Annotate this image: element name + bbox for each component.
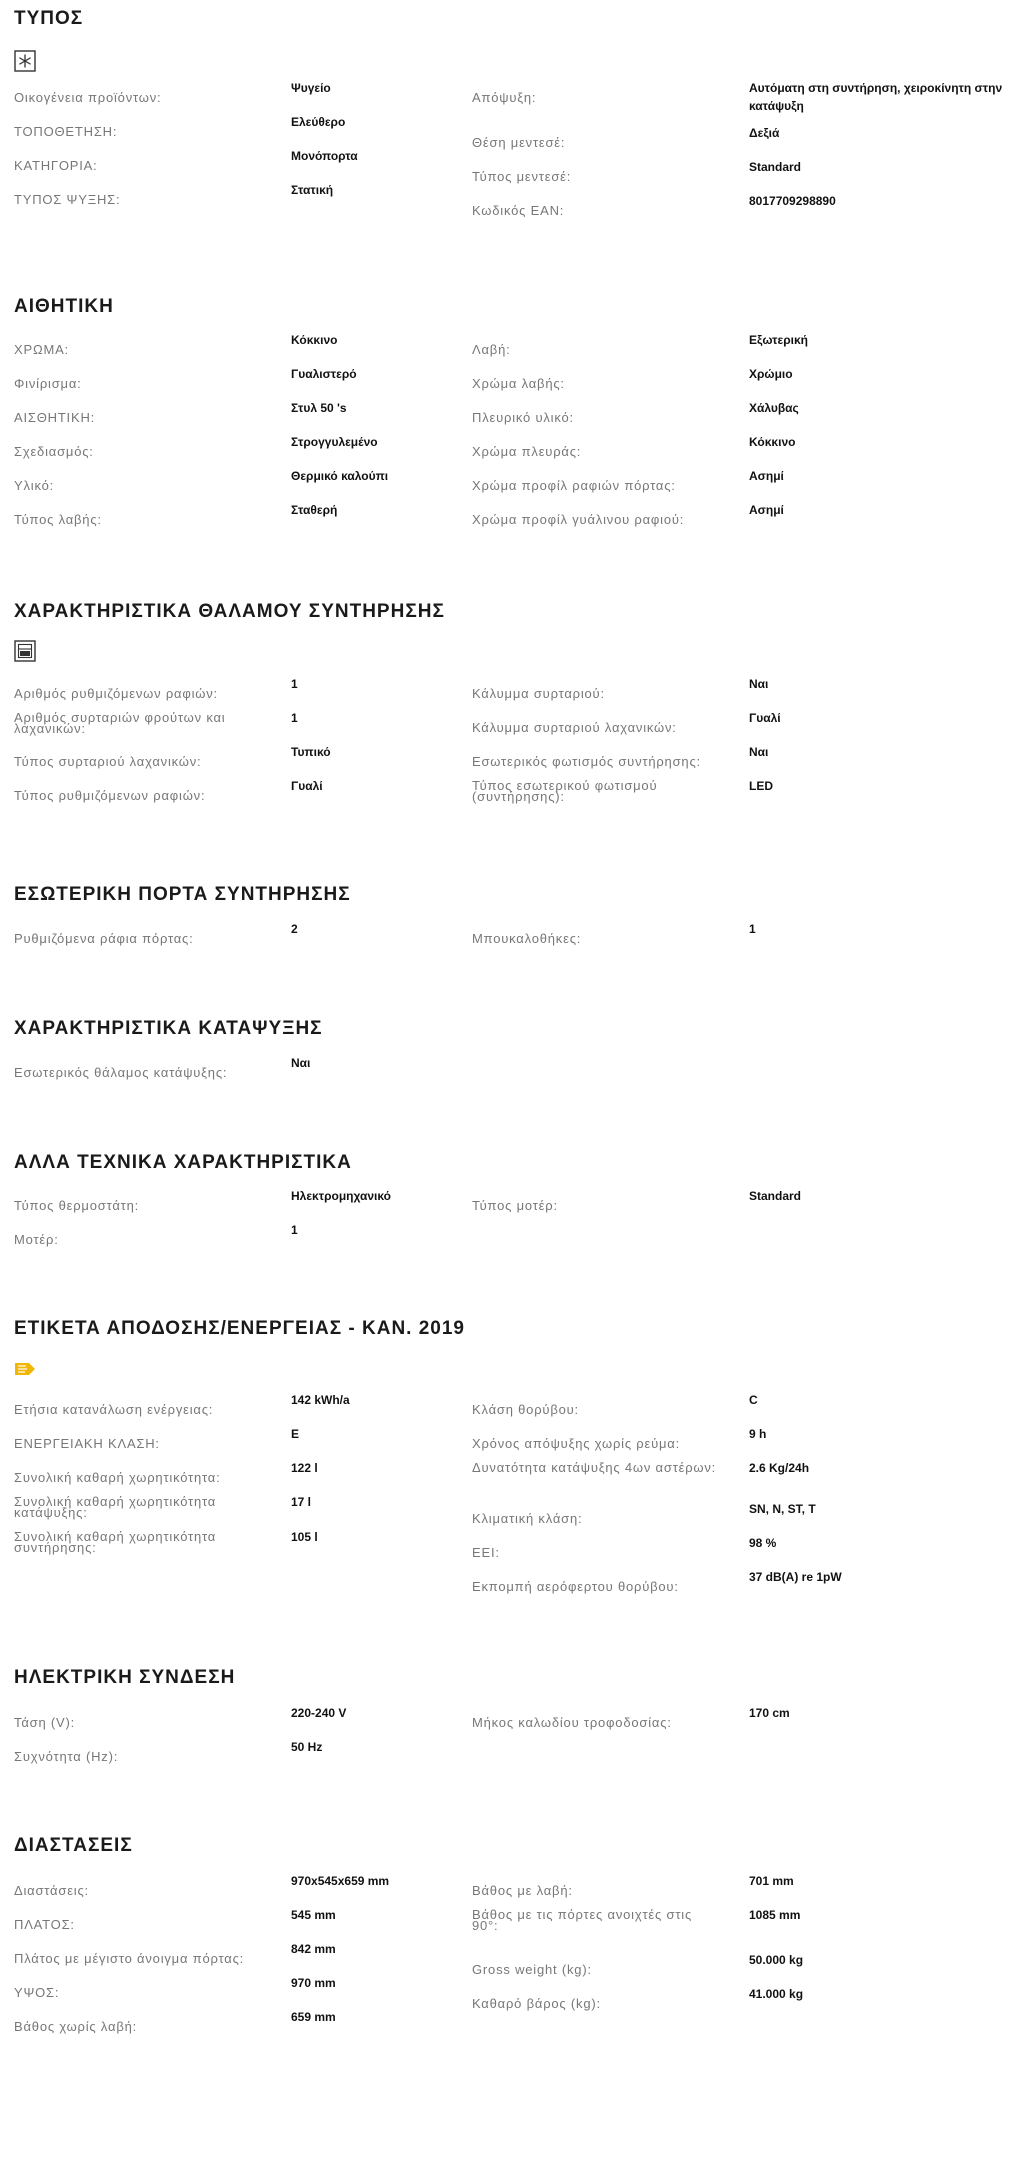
spec-label: Μήκος καλωδίου τροφοδοσίας: bbox=[472, 1715, 672, 1730]
spec-value: Ναι bbox=[749, 745, 769, 759]
spec-label: Χρώμα λαβής: bbox=[472, 376, 565, 391]
spec-value: Θερμικό καλούπι bbox=[291, 469, 389, 483]
spec-value: Χρώμιο bbox=[749, 367, 793, 381]
spec-label: Συνολική καθαρή χωρητικότητα συντήρησης: bbox=[14, 1529, 217, 1555]
spec-value: 8017709298890 bbox=[749, 194, 836, 208]
section-title: ΧΑΡΑΚΤΗΡΙΣΤΙΚΑ ΚΑΤΑΨΥΞΗΣ bbox=[14, 1018, 323, 1039]
spec-value: Standard bbox=[749, 1189, 802, 1203]
spec-label: Ετήσια κατανάλωση ενέργειας: bbox=[14, 1402, 214, 1417]
spec-label: Χρόνος απόψυξης χωρίς ρεύμα: bbox=[472, 1436, 681, 1451]
spec-label: ΤΟΠΟΘΕΤΗΣΗ: bbox=[14, 124, 118, 139]
energy-label-icon bbox=[14, 1362, 36, 1384]
spec-value: Ψυγείο bbox=[291, 81, 331, 95]
section-title: ΗΛΕΚΤΡΙΚΗ ΣΥΝΔΕΣΗ bbox=[14, 1667, 236, 1688]
spec-label: ΥΨΟΣ: bbox=[14, 1985, 60, 2000]
spec-label: Εκπομπή αερόφερτου θορύβου: bbox=[472, 1579, 679, 1594]
spec-value: Χάλυβας bbox=[749, 401, 799, 415]
spec-label: Σχεδιασμός: bbox=[14, 444, 94, 459]
spec-value: 220-240 V bbox=[291, 1706, 347, 1720]
section-title: ΧΑΡΑΚΤΗΡΙΣΤΙΚΑ ΘΑΛΑΜΟΥ ΣΥΝΤΗΡΗΣΗΣ bbox=[14, 601, 445, 622]
spec-label: Αριθμός ρυθμιζόμενων ραφιών: bbox=[14, 686, 218, 701]
spec-section bbox=[14, 884, 1014, 946]
spec-label: Βάθος με τις πόρτες ανοιχτές στις 90°: bbox=[472, 1907, 693, 1933]
spec-value: SN, N, ST, T bbox=[749, 1502, 816, 1516]
spec-section bbox=[14, 1318, 1014, 1594]
spec-value: 98 % bbox=[749, 1536, 777, 1550]
section-title: ΑΙΘΗΤΙΚΗ bbox=[14, 296, 114, 317]
spec-label: Χρώμα προφίλ ραφιών πόρτας: bbox=[472, 478, 676, 493]
spec-value: 50.000 kg bbox=[749, 1953, 804, 1967]
spec-label: Εσωτερικός θάλαμος κατάψυξης: bbox=[14, 1065, 228, 1080]
spec-label: Φινίρισμα: bbox=[14, 376, 82, 391]
spec-label: Κλάση θορύβου: bbox=[472, 1402, 579, 1417]
spec-value: Γυαλί bbox=[291, 779, 323, 793]
spec-section bbox=[14, 1667, 1014, 1764]
spec-label: Εσωτερικός φωτισμός συντήρησης: bbox=[472, 754, 701, 769]
spec-label: Χρώμα προφίλ γυάλινου ραφιού: bbox=[472, 512, 685, 527]
spec-value: 105 l bbox=[291, 1530, 318, 1544]
spec-label: Κωδικός EAN: bbox=[472, 203, 565, 218]
spec-label: Υλικό: bbox=[14, 478, 55, 493]
spec-value: LED bbox=[749, 779, 773, 793]
spec-value: Τυπικό bbox=[291, 745, 331, 759]
spec-value: Γυαλί bbox=[749, 711, 781, 725]
spec-value: 2 bbox=[291, 922, 298, 936]
spec-value: 17 l bbox=[291, 1495, 312, 1509]
spec-value: 37 dB(A) re 1pW bbox=[749, 1570, 842, 1584]
spec-value: Σταθερή bbox=[291, 503, 338, 517]
spec-label: Τύπος μοτέρ: bbox=[472, 1198, 558, 1213]
spec-value: 659 mm bbox=[291, 2010, 336, 2024]
spec-value: 2.6 Kg/24h bbox=[749, 1461, 810, 1475]
spec-value: 122 l bbox=[291, 1461, 318, 1475]
spec-value: Μονόπορτα bbox=[291, 149, 358, 163]
spec-section bbox=[14, 8, 1014, 218]
spec-label: Συνολική καθαρή χωρητικότητα: bbox=[14, 1470, 221, 1485]
spec-label: Λαβή: bbox=[472, 342, 511, 357]
spec-value: Στατική bbox=[291, 183, 334, 197]
section-title: ΕΤΙΚΕΤΑ ΑΠΟΔΟΣΗΣ/ΕΝΕΡΓΕΙΑΣ - ΚΑΝ. 2019 bbox=[14, 1318, 465, 1339]
spec-label: ΧΡΩΜΑ: bbox=[14, 342, 69, 357]
spec-label: Δυνατότητα κατάψυξης 4ων αστέρων: bbox=[472, 1460, 717, 1475]
spec-label: Τύπος θερμοστάτη: bbox=[14, 1198, 140, 1213]
spec-value: 9 h bbox=[749, 1427, 767, 1441]
spec-label: Απόψυξη: bbox=[472, 90, 537, 105]
spec-value: Ασημί bbox=[749, 503, 784, 517]
spec-label: Τύπος ρυθμιζόμενων ραφιών: bbox=[14, 788, 206, 803]
spec-label: Μπουκαλοθήκες: bbox=[472, 931, 582, 946]
spec-value: Standard bbox=[749, 160, 802, 174]
spec-label: EEI: bbox=[472, 1545, 500, 1560]
section-title: ΑΛΛΑ ΤΕΧΝΙΚΑ ΧΑΡΑΚΤΗΡΙΣΤΙΚΑ bbox=[14, 1152, 352, 1173]
spec-section bbox=[14, 1018, 1014, 1080]
spec-section bbox=[14, 296, 1014, 527]
spec-label: Συχνότητα (Hz): bbox=[14, 1749, 119, 1764]
spec-label: Συνολική καθαρή χωρητικότητα κατάψυξης: bbox=[14, 1494, 217, 1520]
spec-label: Μοτέρ: bbox=[14, 1232, 59, 1247]
spec-label: Ρυθμιζόμενα ράφια πόρτας: bbox=[14, 931, 194, 946]
spec-value: 842 mm bbox=[291, 1942, 336, 1956]
spec-label: ΠΛΑΤΟΣ: bbox=[14, 1917, 75, 1932]
fridge-compartment-icon bbox=[14, 640, 36, 662]
spec-section bbox=[14, 1835, 1014, 2034]
spec-value: 1 bbox=[749, 922, 756, 936]
spec-label: Κλιματική κλάση: bbox=[472, 1511, 583, 1526]
spec-value: 1 bbox=[291, 711, 298, 725]
spec-label: ΚΑΤΗΓΟΡΙΑ: bbox=[14, 158, 98, 173]
spec-value: 142 kWh/a bbox=[291, 1393, 350, 1407]
spec-value: 41.000 kg bbox=[749, 1987, 804, 2001]
spec-value: E bbox=[291, 1427, 300, 1441]
spec-label: Gross weight (kg): bbox=[472, 1962, 592, 1977]
spec-value: Εξωτερική bbox=[749, 333, 808, 347]
spec-value: 50 Hz bbox=[291, 1740, 323, 1754]
spec-value: 701 mm bbox=[749, 1874, 794, 1888]
spec-label: Χρώμα πλευράς: bbox=[472, 444, 582, 459]
spec-label: Τύπος λαβής: bbox=[14, 512, 102, 527]
spec-value: Κόκκινο bbox=[749, 435, 796, 449]
spec-label: Πλάτος με μέγιστο άνοιγμα πόρτας: bbox=[14, 1951, 245, 1966]
spec-label: Τύπος μεντεσέ: bbox=[472, 169, 572, 184]
spec-value: Ασημί bbox=[749, 469, 784, 483]
spec-value: 1085 mm bbox=[749, 1908, 801, 1922]
spec-label: ΤΥΠΟΣ ΨΥΞΗΣ: bbox=[14, 192, 121, 207]
spec-section bbox=[14, 601, 1014, 804]
spec-section bbox=[14, 1152, 1014, 1247]
spec-label: ΕΝΕΡΓΕΙΑΚΗ ΚΛΑΣΗ: bbox=[14, 1436, 160, 1451]
spec-label: Οικογένεια προϊόντων: bbox=[14, 90, 162, 105]
spec-value: Αυτόματη στη συντήρηση, χειροκίνητη στην κατάψυξη bbox=[749, 81, 1003, 113]
section-title: ΕΣΩΤΕΡΙΚΗ ΠΟΡΤΑ ΣΥΝΤΗΡΗΣΗΣ bbox=[14, 884, 351, 905]
spec-value: Ναι bbox=[749, 677, 769, 691]
spec-value: Στυλ 50 's bbox=[291, 401, 347, 415]
spec-value: C bbox=[749, 1393, 758, 1407]
spec-value: 170 cm bbox=[749, 1706, 790, 1720]
spec-label: Βάθος με λαβή: bbox=[472, 1883, 573, 1898]
section-title: ΤΥΠΟΣ bbox=[14, 8, 84, 29]
spec-label: Τύπος εσωτερικού φωτισμού (συντήρησης): bbox=[472, 778, 658, 804]
spec-value: Στρογγυλεμένο bbox=[291, 435, 378, 449]
spec-value: Ναι bbox=[291, 1056, 311, 1070]
snowflake-icon bbox=[14, 50, 36, 72]
spec-value: Ελεύθερο bbox=[291, 115, 346, 129]
spec-value: 970x545x659 mm bbox=[291, 1874, 390, 1888]
spec-label: Τάση (V): bbox=[14, 1715, 76, 1730]
spec-label: Καθαρό βάρος (kg): bbox=[472, 1996, 601, 2011]
spec-label: Βάθος χωρίς λαβή: bbox=[14, 2019, 138, 2034]
spec-label: Θέση μεντεσέ: bbox=[472, 135, 566, 150]
spec-value: Ηλεκτρομηχανικό bbox=[291, 1189, 391, 1203]
spec-value: 970 mm bbox=[291, 1976, 336, 1990]
spec-label: Κάλυμμα συρταριού λαχανικών: bbox=[472, 720, 677, 735]
spec-label: Αριθμός συρταριών φρούτων και λαχανικών: bbox=[14, 710, 226, 736]
section-title: ΔΙΑΣΤΑΣΕΙΣ bbox=[14, 1835, 133, 1856]
spec-value: 545 mm bbox=[291, 1908, 336, 1922]
spec-label: Τύπος συρταριού λαχανικών: bbox=[14, 754, 202, 769]
spec-label: Κάλυμμα συρταριού: bbox=[472, 686, 605, 701]
spec-label: Πλευρικό υλικό: bbox=[472, 410, 574, 425]
spec-value: Δεξιά bbox=[749, 126, 780, 140]
spec-value: 1 bbox=[291, 1223, 298, 1237]
spec-label: ΑΙΣΘΗΤΙΚΗ: bbox=[14, 410, 96, 425]
spec-value: Κόκκινο bbox=[291, 333, 338, 347]
spec-value: 1 bbox=[291, 677, 298, 691]
spec-label: Διαστάσεις: bbox=[14, 1883, 89, 1898]
spec-value: Γυαλιστερό bbox=[291, 367, 357, 381]
